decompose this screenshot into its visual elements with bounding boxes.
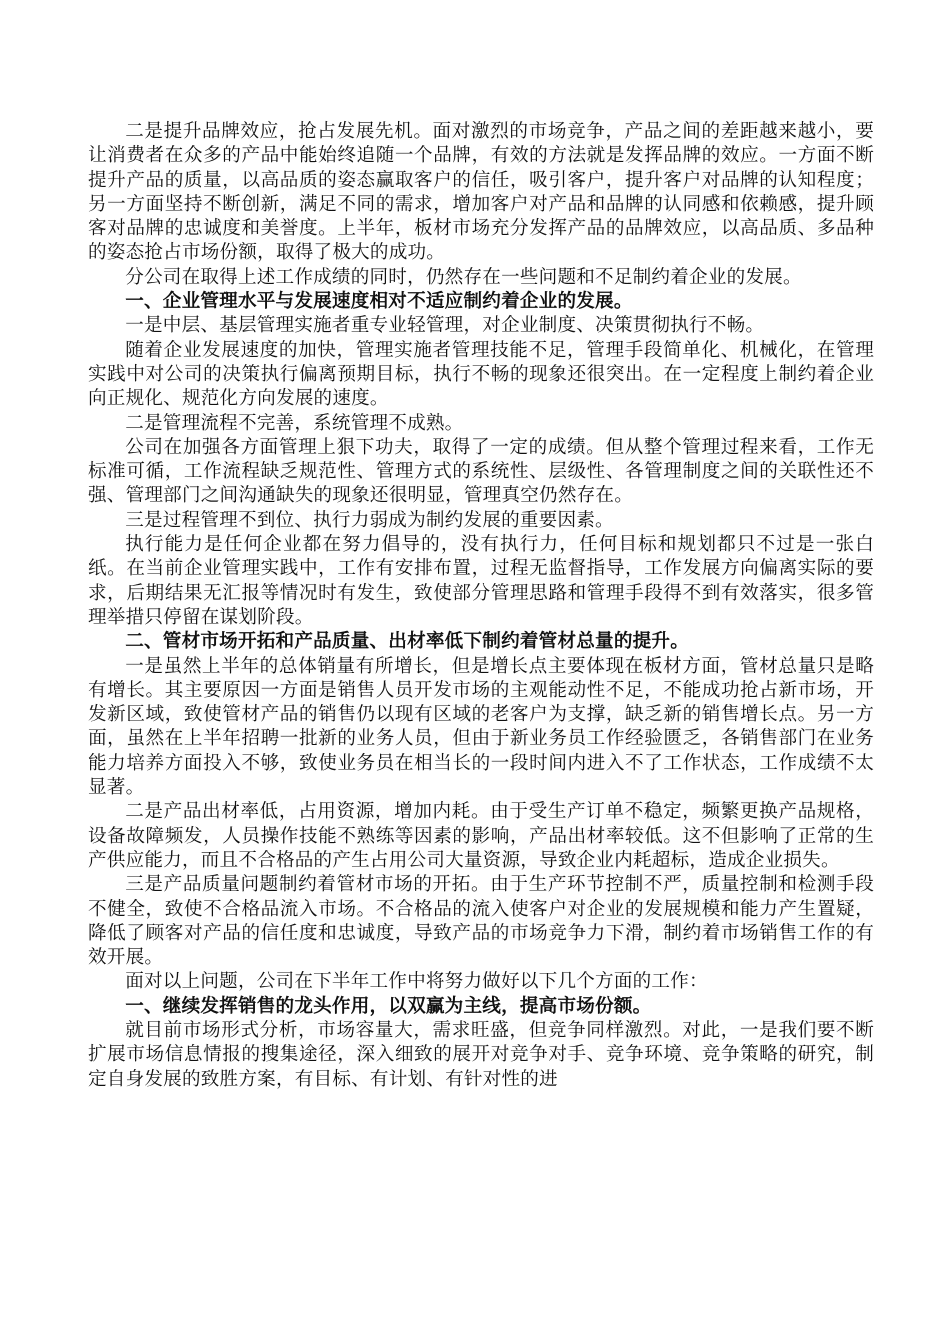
paragraph-problems-intro: 分公司在取得上述工作成绩的同时，仍然存在一些问题和不足制约着企业的发展。	[125, 266, 802, 288]
paragraph-brand-effect: 二是提升品牌效应，抢占发展先机。面对激烈的市场竞争，产品之间的差距越来越小，要让消费者在众多的产品中能始终追随一个品牌，有效的方法就是发挥品牌的效应。一方面不断提升产品的质量，以高品质的姿态赢取客户的信任，吸引客户，提升客户对品牌的认知程度；另一方面坚持不断创新，满足不同的需求，增加客户对产品和品牌的认同感和依赖感，提升顾客对品牌的忠诚度和美誉度。上半年，板材市场充分发挥产品的品牌效应，以高品质、多品种的姿态抢占市场份额，取得了极大的成功。	[88, 121, 874, 264]
paragraph-yield-rate: 二是产品出材率低，占用资源，增加内耗。由于受生产订单不稳定，频繁更换产品规格，设备故障频发，人员操作技能不熟练等因素的影响，产品出材率较低。这不但影响了正常的生产供应能力，而且不合格品的产生占用公司大量资源，导致企业内耗超标，造成企业损失。	[88, 801, 874, 871]
paragraph-sales-growth: 一是虽然上半年的总体销量有所增长，但是增长点主要体现在板材方面，管材总量只是略有增长。其主要原因一方面是销售人员开发市场的主观能动性不足，不能成功抢占新市场，开发新区域，致使管材产品的销售仍以现有区域的老客户为支撑，缺乏新的销售增长点。另一方面，虽然在上半年招聘一批新的业务人员，但由于新业务员工作经验匮乏，各销售部门在业务能力培养方面投入不够，致使业务员在相当长的一段时间内进入不了工作状态，工作成绩不太显著。	[88, 655, 874, 799]
section-heading-pipe-market: 二、管材市场开拓和产品质量、出材率低下制约着管材总量的提升。	[125, 631, 690, 653]
paragraph-middle-management: 一是中层、基层管理实施者重专业轻管理，对企业制度、决策贯彻执行不畅。	[125, 315, 765, 337]
paragraph-execution-weak: 三是过程管理不到位、执行力弱成为制约发展的重要因素。	[125, 509, 614, 531]
document-page	[88, 120, 874, 1092]
paragraph-quality-issues: 三是产品质量问题制约着管材市场的开拓。由于生产环节控制不严，质量控制和检测手段不健全，致使不合格品流入市场。不合格品的流入使客户对企业的发展规模和能力产生置疑，降低了顾客对产品的信任度和忠诚度，导致产品的市场竞争力下滑，制约着市场销售工作的有效开展。	[88, 874, 874, 969]
paragraph-management-skills: 随着企业发展速度的加快，管理实施者管理技能不足，管理手段简单化、机械化，在管理实践中对公司的决策执行偏离预期目标，执行不畅的现象还很突出。在一定程度上制约着企业向正规化、规范化方向发展的速度。	[88, 339, 874, 410]
paragraph-execution-ability: 执行能力是任何企业都在努力倡导的，没有执行力，任何目标和规划都只不过是一张白纸。在当前企业管理实践中，工作有安排布置，过程无监督指导，工作发展方向偏离实际的要求，后期结果无汇报等情况时有发生，致使部分管理思路和管理手段得不到有效落实，很多管理举措只停留在谋划阶段。	[88, 534, 874, 628]
paragraph-market-analysis: 就目前市场形式分析，市场容量大，需求旺盛，但竞争同样激烈。对此，一是我们要不断扩展市场信息情报的搜集途径，深入细致的展开对竞争对手、竞争环境、竞争策略的研究，制定自身发展的致胜方案，有目标、有计划、有针对性的进	[88, 1019, 874, 1090]
paragraph-management-gaps: 公司在加强各方面管理上狠下功夫，取得了一定的成绩。但从整个管理过程来看，工作无标准可循，工作流程缺乏规范性、管理方式的系统性、层级性、各管理制度之间的关联性还不强、管理部门之间沟通缺失的现象还很明显，管理真空仍然存在。	[88, 436, 874, 507]
paragraph-next-steps-intro: 面对以上问题，公司在下半年工作中将努力做好以下几个方面的工作：	[125, 971, 708, 993]
section-heading-management: 一、企业管理水平与发展速度相对不适应制约着企业的发展。	[125, 291, 633, 313]
paragraph-process-incomplete: 二是管理流程不完善，系统管理不成熟。	[125, 412, 464, 434]
section-heading-sales-lead: 一、继续发挥销售的龙头作用，以双赢为主线，提高市场份额。	[125, 995, 652, 1017]
